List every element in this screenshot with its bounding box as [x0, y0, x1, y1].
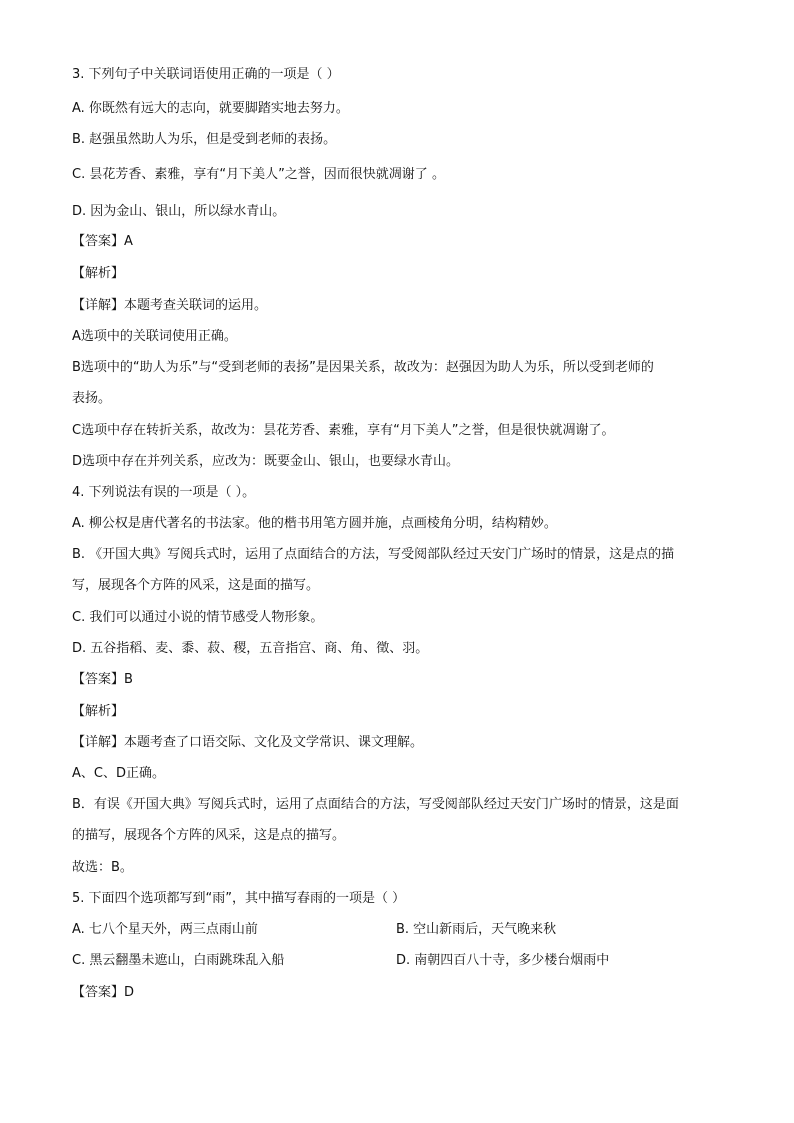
q3-question: 3. 下列句子中关联词语使用正确的一项是（ ）	[72, 67, 340, 82]
q5-option-a: A. 七八个星天外，两三点雨山前	[72, 922, 258, 937]
q4-option-a: A. 柳公权是唐代著名的书法家。他的楷书用笔方圆并施，点画棱角分明，结构精妙。	[72, 516, 557, 531]
q4-option-b: B. 《开国大典》写阅兵式时，运用了点面结合的方法，写受阅部队经过天安门广场时的情景，这是点的描	[72, 547, 675, 562]
q4-detail-line: 的描写，展现各个方阵的风采，这是点的描写。	[72, 828, 346, 843]
q4-option-b-cont: 写，展现各个方阵的风采，这是面的描写。	[72, 578, 320, 593]
q5-option-d: D. 南朝四百八十寺，多少楼台烟雨中	[396, 953, 610, 968]
q3-answer: 【答案】A	[72, 234, 133, 249]
q3-detail-line: C选项中存在转折关系，故改为：昙花芳香、素雅，享有“月下美人”之誉，但是很快就凋谢了。	[72, 423, 615, 438]
q4-detail-line: B．有误《开国大典》写阅兵式时，运用了点面结合的方法，写受阅部队经过天安门广场时的情景，这是面	[72, 797, 679, 812]
q4-option-c: C. 我们可以通过小说的情节感受人物形象。	[72, 610, 324, 625]
q3-option-c: C. 昙花芳香、素雅，享有“月下美人”之誉，因而很快就凋谢了 。	[72, 167, 445, 182]
q4-analysis-header: 【解析】	[72, 704, 125, 719]
q5-answer: 【答案】D	[72, 985, 135, 1000]
q3-detail-line: B选项中的“助人为乐”与“受到老师的表扬”是因果关系，故改为：赵强因为助人为乐，所以受到老师的	[72, 360, 654, 375]
q4-answer: 【答案】B	[72, 672, 133, 687]
q3-option-b: B. 赵强虽然助人为乐，但是受到老师的表扬。	[72, 132, 337, 147]
q3-detail-line: 【详解】本题考查关联词的运用。	[72, 298, 268, 313]
q5-question: 5. 下面四个选项都写到“雨”，其中描写春雨的一项是（ ）	[72, 891, 406, 906]
q3-analysis-header: 【解析】	[72, 266, 125, 281]
q4-detail-line: A、C、D正确。	[72, 766, 165, 781]
q3-detail-line: 表扬。	[72, 391, 112, 406]
q4-option-d: D. 五谷指稻、麦、黍、菽、稷，五音指宫、商、角、徵、羽。	[72, 641, 429, 656]
q5-option-b: B. 空山新雨后，天气晚来秋	[396, 922, 557, 937]
q3-option-d: D. 因为金山、银山，所以绿水青山。	[72, 204, 286, 219]
q4-detail-line: 【详解】本题考查了口语交际、文化及文学常识、课文理解。	[72, 735, 424, 750]
q4-question: 4. 下列说法有误的一项是（ ）。	[72, 485, 256, 500]
q3-detail-line: A选项中的关联词使用正确。	[72, 329, 237, 344]
q3-option-a: A. 你既然有远大的志向，就要脚踏实地去努力。	[72, 101, 349, 116]
q3-detail-line: D选项中存在并列关系，应改为：既要金山、银山，也要绿水青山。	[72, 454, 460, 469]
q5-option-c: C. 黑云翻墨未遮山，白雨跳珠乱入船	[72, 953, 285, 968]
q4-detail-line: 故选：B。	[72, 860, 133, 875]
